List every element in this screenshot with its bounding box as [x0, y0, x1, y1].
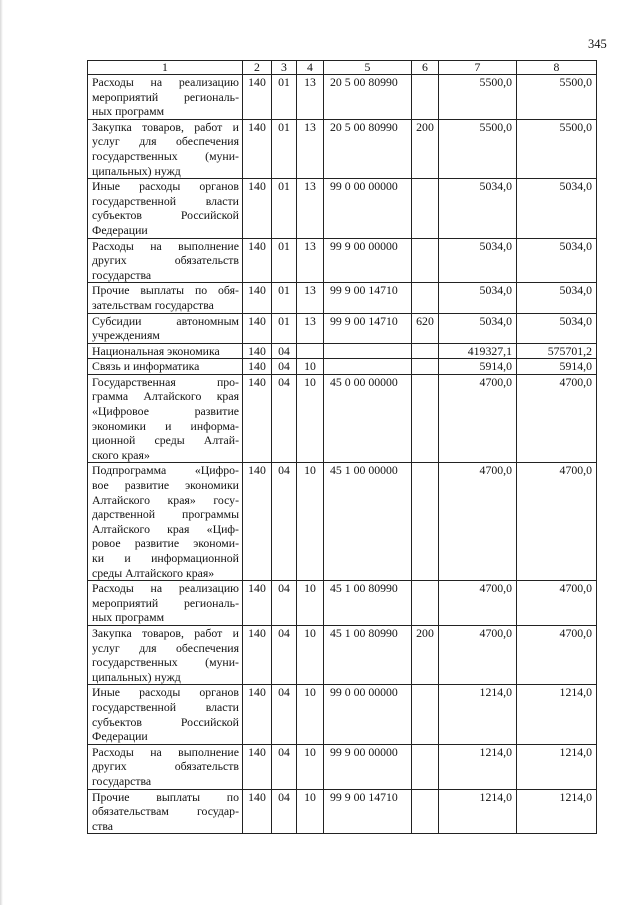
- amount-year-1: 4700,0: [439, 374, 517, 463]
- target-article-code: 99 0 00 00000: [324, 179, 412, 238]
- row-description: [88, 685, 243, 744]
- description-line: Иные расходы органов: [92, 179, 239, 194]
- amount-year-1: 5500,0: [439, 119, 517, 178]
- amount-year-2: 4700,0: [517, 463, 597, 581]
- subsection-code: 10: [297, 685, 324, 744]
- row-description: [88, 359, 243, 375]
- description-line: ных программ: [92, 104, 165, 119]
- admin-code: 140: [243, 374, 272, 463]
- row-description: [88, 374, 243, 463]
- description-line: субъектов Российской: [92, 208, 239, 223]
- expense-type-code: 620: [412, 313, 439, 343]
- description-line: других обязательств: [92, 253, 239, 268]
- admin-code: 140: [243, 119, 272, 178]
- section-code: 04: [272, 744, 297, 789]
- expense-type-code: [412, 744, 439, 789]
- amount-year-2: 5034,0: [517, 313, 597, 343]
- amount-year-1: 1214,0: [439, 744, 517, 789]
- amount-year-1: 1214,0: [439, 789, 517, 834]
- expense-type-code: [412, 789, 439, 834]
- expense-type-code: [412, 374, 439, 463]
- description-line: Связь и информатика: [92, 359, 200, 374]
- target-article-code: 20 5 00 80990: [324, 119, 412, 178]
- description-line: Федерации: [92, 222, 148, 237]
- description-line: субъектов Российской: [92, 714, 239, 729]
- row-description: [88, 343, 243, 359]
- row-description: [88, 789, 243, 834]
- table-row: [88, 75, 597, 120]
- row-description: [88, 744, 243, 789]
- subsection-code: 13: [297, 238, 324, 283]
- amount-year-1: 5500,0: [439, 75, 517, 120]
- amount-year-2: 1214,0: [517, 685, 597, 744]
- subsection-code: 10: [297, 744, 324, 789]
- section-code: 04: [272, 625, 297, 684]
- description-line: учреждениям: [92, 328, 160, 343]
- description-line: государства: [92, 773, 152, 788]
- description-line: зательствам государства: [92, 297, 214, 312]
- section-code: 01: [272, 283, 297, 313]
- description-line: государственных (муни-: [92, 148, 239, 163]
- section-code: 04: [272, 789, 297, 834]
- section-code: 01: [272, 75, 297, 120]
- page-edge-shadow: [0, 0, 3, 905]
- target-article-code: 99 0 00 00000: [324, 685, 412, 744]
- expense-type-code: 200: [412, 625, 439, 684]
- admin-code: 140: [243, 238, 272, 283]
- description-line: ского края»: [92, 447, 150, 462]
- section-code: 01: [272, 119, 297, 178]
- description-line: Расходы на реализацию: [92, 581, 239, 596]
- target-article-code: 99 9 00 14710: [324, 283, 412, 313]
- subsection-code: 10: [297, 463, 324, 581]
- description-line: экономики и информа-: [92, 418, 239, 433]
- section-code: 04: [272, 581, 297, 626]
- amount-year-2: 4700,0: [517, 625, 597, 684]
- amount-year-1: 4700,0: [439, 625, 517, 684]
- description-line: вое развитие экономики: [92, 478, 239, 493]
- amount-year-2: 1214,0: [517, 789, 597, 834]
- description-line: мероприятий региональ-: [92, 595, 239, 610]
- column-header: 7: [439, 61, 517, 75]
- description-line: грамма Алтайского края: [92, 389, 239, 404]
- description-line: среды Алтайского края»: [92, 565, 215, 580]
- table-row: [88, 685, 597, 744]
- description-line: государства: [92, 267, 152, 282]
- admin-code: 140: [243, 283, 272, 313]
- description-line: Субсидии автономным: [92, 313, 239, 328]
- row-description: [88, 75, 243, 120]
- description-line: Прочие выплаты по: [92, 789, 239, 804]
- description-line: дарственной программы: [92, 507, 239, 522]
- table-row: [88, 463, 597, 581]
- table-row: [88, 374, 597, 463]
- amount-year-1: 5034,0: [439, 238, 517, 283]
- amount-year-1: 5034,0: [439, 283, 517, 313]
- target-article-code: 99 9 00 00000: [324, 744, 412, 789]
- description-line: Федерации: [92, 729, 148, 744]
- description-line: Прочие выплаты по обя-: [92, 283, 239, 298]
- description-line: мероприятий региональ-: [92, 89, 239, 104]
- target-article-code: 20 5 00 80990: [324, 75, 412, 120]
- column-header: 8: [517, 61, 597, 75]
- table-row: [88, 179, 597, 238]
- description-line: ционной среды Алтай-: [92, 433, 239, 448]
- row-description: [88, 625, 243, 684]
- column-header: 5: [324, 61, 412, 75]
- description-line: Расходы на реализацию: [92, 75, 239, 89]
- description-line: Алтайского края» госу-: [92, 492, 239, 507]
- description-line: Иные расходы органов: [92, 685, 239, 700]
- description-line: ки и информационной: [92, 551, 239, 565]
- amount-year-1: 419327,1: [439, 343, 517, 359]
- expense-type-code: [412, 179, 439, 238]
- target-article-code: 45 0 00 00000: [324, 374, 412, 463]
- column-header: 6: [412, 61, 439, 75]
- section-code: 01: [272, 179, 297, 238]
- description-line: государственных (муни-: [92, 655, 239, 670]
- expense-type-code: 200: [412, 119, 439, 178]
- budget-table: [87, 60, 597, 834]
- target-article-code: [324, 359, 412, 375]
- table-row: [88, 238, 597, 283]
- table-row: [88, 343, 597, 359]
- section-code: 04: [272, 374, 297, 463]
- table-row: [88, 283, 597, 313]
- target-article-code: 45 1 00 80990: [324, 581, 412, 626]
- target-article-code: 45 1 00 80990: [324, 625, 412, 684]
- row-description: [88, 313, 243, 343]
- row-description: [88, 581, 243, 626]
- column-header: 3: [272, 61, 297, 75]
- admin-code: 140: [243, 685, 272, 744]
- subsection-code: 13: [297, 179, 324, 238]
- column-header: 1: [88, 61, 243, 75]
- table-row: [88, 313, 597, 343]
- expense-type-code: [412, 685, 439, 744]
- description-line: других обязательств: [92, 759, 239, 774]
- amount-year-2: 4700,0: [517, 581, 597, 626]
- row-description: [88, 238, 243, 283]
- amount-year-1: 4700,0: [439, 463, 517, 581]
- table-row: [88, 119, 597, 178]
- amount-year-2: 5500,0: [517, 119, 597, 178]
- description-line: «Цифровое развитие: [92, 404, 239, 419]
- description-line: ных программ: [92, 610, 165, 625]
- description-line: Расходы на выполнение: [92, 744, 239, 759]
- description-line: государственной власти: [92, 193, 239, 208]
- table-row: [88, 625, 597, 684]
- description-line: обязательствам государ-: [92, 804, 239, 819]
- description-line: Закупка товаров, работ и: [92, 625, 239, 640]
- subsection-code: 10: [297, 359, 324, 375]
- subsection-code: 10: [297, 789, 324, 834]
- section-code: 04: [272, 343, 297, 359]
- amount-year-2: 575701,2: [517, 343, 597, 359]
- section-code: 04: [272, 685, 297, 744]
- subsection-code: 13: [297, 283, 324, 313]
- table-row: [88, 789, 597, 834]
- expense-type-code: [412, 75, 439, 120]
- amount-year-1: 1214,0: [439, 685, 517, 744]
- description-line: Подпрограмма «Цифро-: [92, 463, 239, 478]
- subsection-code: 13: [297, 75, 324, 120]
- admin-code: 140: [243, 359, 272, 375]
- subsection-code: [297, 343, 324, 359]
- amount-year-2: 5034,0: [517, 283, 597, 313]
- subsection-code: 13: [297, 119, 324, 178]
- section-code: 04: [272, 359, 297, 375]
- description-line: ровое развитие экономи-: [92, 536, 239, 551]
- admin-code: 140: [243, 179, 272, 238]
- subsection-code: 13: [297, 313, 324, 343]
- description-line: Государственная про-: [92, 374, 239, 389]
- amount-year-2: 1214,0: [517, 744, 597, 789]
- description-line: Национальная экономика: [92, 343, 220, 358]
- target-article-code: 99 9 00 14710: [324, 789, 412, 834]
- section-code: 01: [272, 238, 297, 283]
- description-line: государственной власти: [92, 699, 239, 714]
- expense-type-code: [412, 359, 439, 375]
- amount-year-2: 5034,0: [517, 238, 597, 283]
- table-row: [88, 359, 597, 375]
- target-article-code: [324, 343, 412, 359]
- page-number: 345: [588, 37, 607, 51]
- admin-code: 140: [243, 744, 272, 789]
- admin-code: 140: [243, 313, 272, 343]
- expense-type-code: [412, 283, 439, 313]
- description-line: ства: [92, 818, 114, 833]
- description-line: ципальных) нужд: [92, 163, 181, 178]
- description-line: услуг для обеспечения: [92, 640, 239, 655]
- row-description: [88, 119, 243, 178]
- amount-year-1: 5034,0: [439, 313, 517, 343]
- admin-code: 140: [243, 343, 272, 359]
- target-article-code: 99 9 00 14710: [324, 313, 412, 343]
- amount-year-1: 5914,0: [439, 359, 517, 375]
- admin-code: 140: [243, 75, 272, 120]
- admin-code: 140: [243, 789, 272, 834]
- admin-code: 140: [243, 463, 272, 581]
- table-row: [88, 744, 597, 789]
- amount-year-1: 4700,0: [439, 581, 517, 626]
- amount-year-1: 5034,0: [439, 179, 517, 238]
- column-header: 2: [243, 61, 272, 75]
- amount-year-2: 5034,0: [517, 179, 597, 238]
- expense-type-code: [412, 238, 439, 283]
- description-line: ципальных) нужд: [92, 669, 181, 684]
- expense-type-code: [412, 463, 439, 581]
- section-code: 04: [272, 463, 297, 581]
- subsection-code: 10: [297, 374, 324, 463]
- description-line: Расходы на выполнение: [92, 238, 239, 253]
- amount-year-2: 5914,0: [517, 359, 597, 375]
- description-line: услуг для обеспечения: [92, 134, 239, 149]
- row-description: [88, 463, 243, 581]
- description-line: Закупка товаров, работ и: [92, 119, 239, 134]
- admin-code: 140: [243, 625, 272, 684]
- admin-code: 140: [243, 581, 272, 626]
- column-header: 4: [297, 61, 324, 75]
- subsection-code: 10: [297, 625, 324, 684]
- row-description: [88, 283, 243, 313]
- section-code: 01: [272, 313, 297, 343]
- amount-year-2: 5500,0: [517, 75, 597, 120]
- description-line: Алтайского края «Циф-: [92, 521, 239, 536]
- expense-type-code: [412, 581, 439, 626]
- subsection-code: 10: [297, 581, 324, 626]
- expense-type-code: [412, 343, 439, 359]
- target-article-code: 99 9 00 00000: [324, 238, 412, 283]
- amount-year-2: 4700,0: [517, 374, 597, 463]
- header-row: [88, 61, 597, 75]
- row-description: [88, 179, 243, 238]
- table-row: [88, 581, 597, 626]
- target-article-code: 45 1 00 00000: [324, 463, 412, 581]
